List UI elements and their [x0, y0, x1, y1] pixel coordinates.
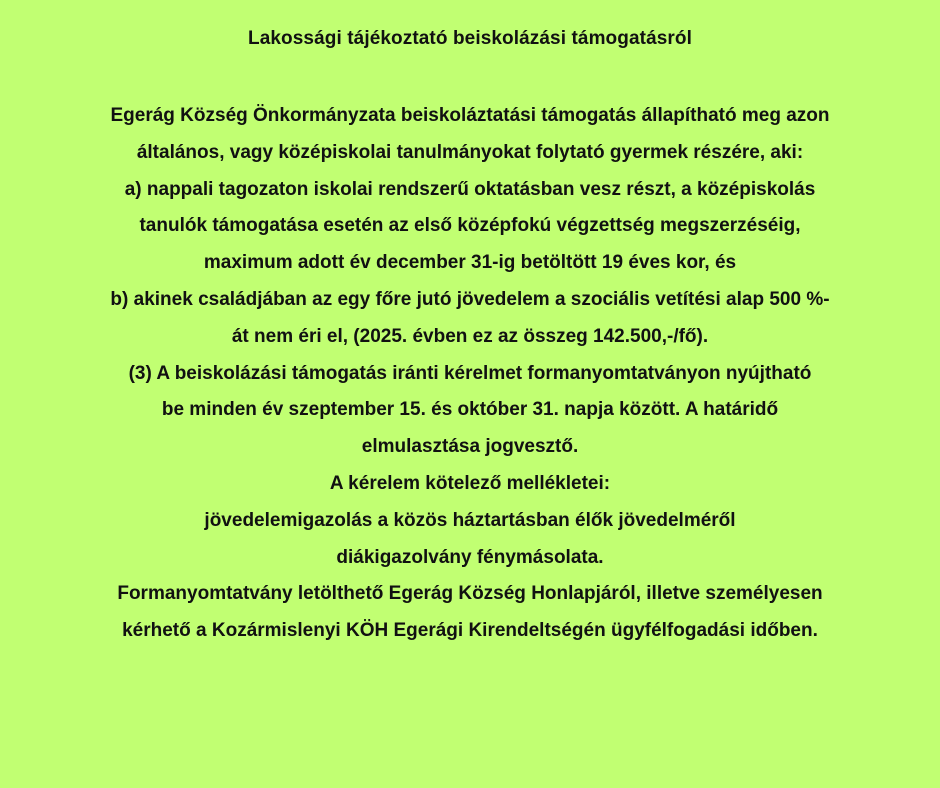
- body-line: általános, vagy középiskolai tanulmányokat folytató gyermek részére, aki:: [136, 141, 804, 163]
- poster-title: Lakossági tájékoztató beiskolázási támogatásról: [248, 28, 692, 49]
- body-line: jövedelemigazolás a közös háztartásban élők jövedelméről: [204, 509, 736, 531]
- body-line: b) akinek családjában az egy főre jutó jövedelem a szociális vetítési alap 500 %-: [110, 288, 830, 310]
- body-line: maximum adott év december 31-ig betöltött 19 éves kor, és: [203, 252, 737, 274]
- body-line: át nem éri el, (2025. évben ez az összeg 142.500,-/fő).: [231, 325, 709, 347]
- body-line: Formanyomtatvány letölthető Egerág Község Honlapjáról, illetve személyesen: [117, 583, 823, 605]
- body-line: kérhető a Kozármislenyi KÖH Egerági Kirendeltségén ügyfélfogadási időben.: [122, 620, 818, 642]
- poster-body: [20, 98, 920, 650]
- body-line: be minden év szeptember 15. és október 31. napja között. A határidő: [161, 399, 779, 421]
- body-line: diákigazolvány fénymásolata.: [336, 546, 604, 568]
- body-line: A kérelem kötelező mellékletei:: [329, 472, 611, 494]
- body-line: Egerág Község Önkormányzata beiskoláztatási támogatás állapítható meg azon: [110, 105, 830, 126]
- body-line: elmulasztása jogvesztő.: [361, 436, 579, 458]
- body-line: a) nappali tagozaton iskolai rendszerű oktatásban vesz részt, a középiskolás: [124, 178, 816, 200]
- body-line: (3) A beiskolázási támogatás iránti kérelmet formanyomtatványon nyújtható: [128, 362, 812, 384]
- body-line: tanulók támogatása esetén az első középfokú végzettség megszerzéséig,: [139, 215, 801, 237]
